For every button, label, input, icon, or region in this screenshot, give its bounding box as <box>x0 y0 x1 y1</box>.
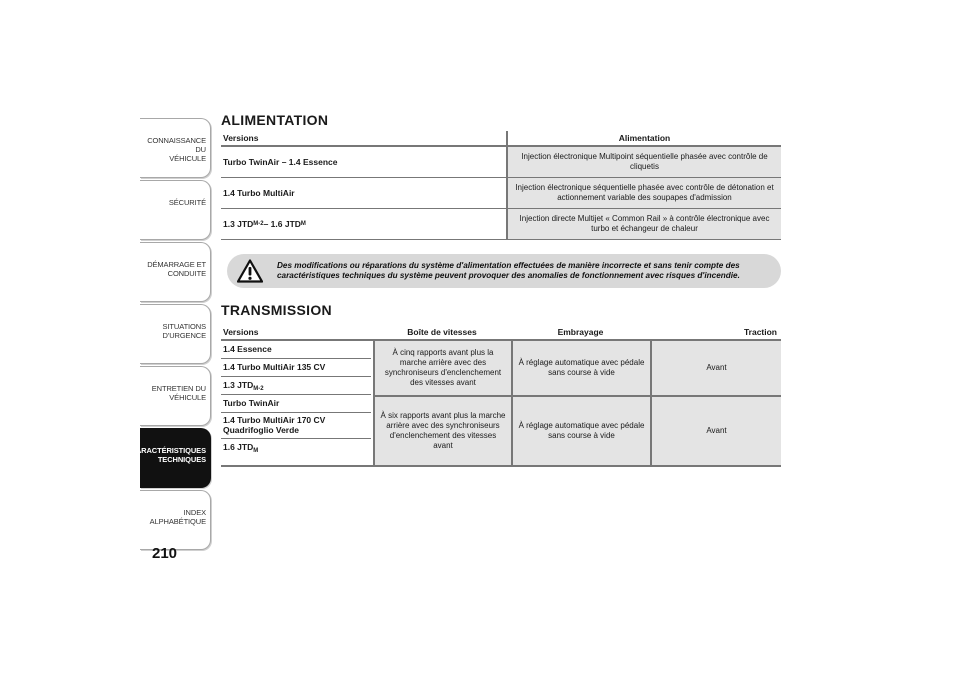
header-versions: Versions <box>223 327 259 337</box>
tab-label: CONNAISSANCE DU VÉHICULE <box>147 136 206 163</box>
version-cell <box>221 439 371 457</box>
version-text: 1.3 JTD <box>223 219 254 229</box>
version-cell <box>221 209 506 239</box>
version-subscript: M-2 <box>253 386 264 392</box>
version-subscript: M-2 <box>253 221 264 227</box>
warning-triangle-icon <box>237 259 263 283</box>
tab-securite[interactable] <box>140 180 211 240</box>
version-subscript: M <box>300 221 306 227</box>
tab-index-alphabetique[interactable] <box>140 490 211 550</box>
tab-label: CARACTÉRISTIQUES TECHNIQUES <box>130 446 206 464</box>
tab-entretien-vehicule[interactable] <box>140 366 211 426</box>
traction-cell: Avant <box>650 397 781 465</box>
transmission-table <box>221 323 781 466</box>
chapter-tabs <box>130 118 211 552</box>
table-row <box>221 209 781 240</box>
tab-label: ENTRETIEN DU VÉHICULE <box>151 384 206 402</box>
group-divider <box>373 395 781 397</box>
clutch-cell: À réglage automatique avec pédale sans course à vide <box>511 397 650 465</box>
alimentation-cell: Injection électronique Multipoint séquentielle phasée avec contrôle de cliquetis <box>506 147 781 177</box>
header-versions: Versions <box>221 131 506 145</box>
transmission-body <box>221 341 781 466</box>
table-bottom-rule <box>221 465 781 467</box>
versions-column <box>221 341 371 457</box>
section-title-alimentation: ALIMENTATION <box>221 112 329 128</box>
version-cell: Turbo TwinAir – 1.4 Essence <box>223 157 338 167</box>
header-clutch: Embrayage <box>557 327 604 337</box>
version-cell: 1.4 Turbo MultiAir 170 CV Quadrifoglio Verde <box>221 413 371 439</box>
tab-label: INDEX ALPHABÉTIQUE <box>149 508 206 526</box>
tab-connaissance-vehicule[interactable] <box>140 118 211 178</box>
page-number: 210 <box>152 545 178 562</box>
warning-banner <box>227 254 781 288</box>
version-cell: 1.4 Essence <box>221 341 371 359</box>
version-text: – 1.6 JTD <box>263 219 301 229</box>
version-cell: 1.4 Turbo MultiAir 135 CV <box>221 359 371 377</box>
clutch-cell: À réglage automatique avec pédale sans course à vide <box>511 341 650 395</box>
header-gearbox: Boîte de vitesses <box>407 327 477 337</box>
version-cell: 1.4 Turbo MultiAir <box>223 188 295 198</box>
tab-demarrage-conduite[interactable] <box>140 242 211 302</box>
tab-caracteristiques-techniques[interactable] <box>130 428 211 488</box>
alimentation-cell: Injection électronique séquentielle phasée avec contrôle de détonation et actionnement variable des soupapes d'admission <box>506 178 781 208</box>
warning-text-line: caractéristiques techniques du système peuvent provoquer des anomalies de fonctionnement avec risques d'incendie. <box>277 271 740 280</box>
version-subscript: M <box>253 448 259 454</box>
page-content <box>221 112 782 466</box>
version-text: 1.6 JTD <box>223 442 254 452</box>
alimentation-table <box>221 131 781 240</box>
warning-text-line: Des modifications ou réparations du système d'alimentation effectuées de manière incorrecte et sans tenir compte des <box>277 261 740 270</box>
alimentation-cell: Injection directe Multijet « Common Rail » à contrôle électronique avec turbo et échangeur de chaleur <box>506 209 781 239</box>
version-cell <box>221 377 371 395</box>
header-alimentation: Alimentation <box>506 131 781 145</box>
table-header <box>221 323 781 341</box>
version-cell: Turbo TwinAir <box>221 395 371 413</box>
table-row <box>221 147 781 178</box>
version-text: 1.3 JTD <box>223 380 254 390</box>
section-title-transmission: TRANSMISSION <box>221 302 332 318</box>
header-traction: Traction <box>743 327 777 337</box>
table-header <box>221 131 781 147</box>
gearbox-cell: À six rapports avant plus la marche arrière avec des synchroniseurs d'enclenchement des vitesses avant <box>373 397 511 465</box>
tab-situations-urgence[interactable] <box>140 304 211 364</box>
warning-text <box>277 261 740 281</box>
tab-label: DÉMARRAGE ET CONDUITE <box>147 260 206 278</box>
table-row <box>221 178 781 209</box>
tab-label: SITUATIONS D'URGENCE <box>162 322 206 340</box>
tab-label: SÉCURITÉ <box>168 198 206 207</box>
traction-cell: Avant <box>650 341 781 395</box>
gearbox-cell: À cinq rapports avant plus la marche arrière avec des synchroniseurs d'enclenchement des vitesses avant <box>373 341 511 395</box>
